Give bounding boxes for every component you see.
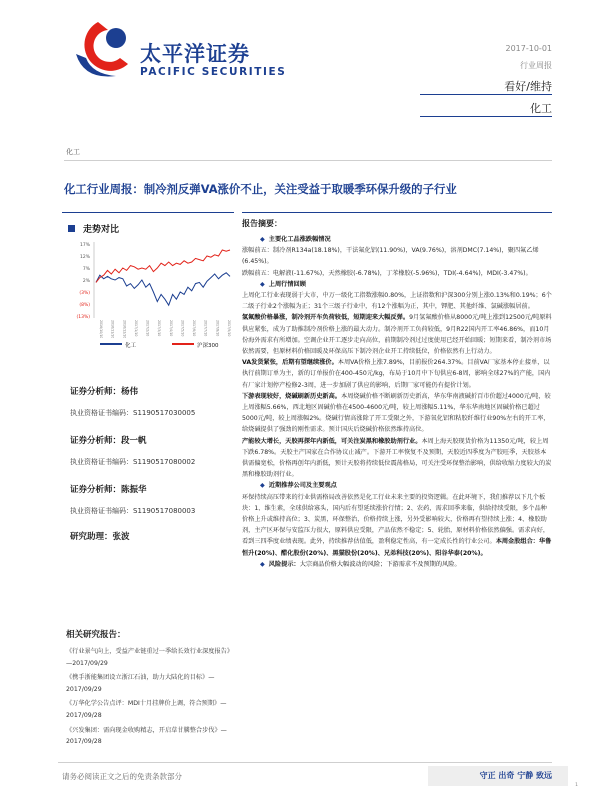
page-number: 1 (575, 783, 578, 788)
company-logo (74, 18, 287, 90)
analyst-name: 证券分析师：杨伟 (70, 387, 139, 397)
category-label: 化工 (66, 148, 80, 156)
trend-heading-text: 走势对比 (83, 225, 120, 235)
related-report-link[interactable]: 《万华化学公告点评：MDI十月挂牌价上调，符合预期》—2017/09/28 (66, 700, 227, 719)
summary-title: 报告摘要： (242, 219, 282, 228)
x-tick-label: 2016/10/10 (99, 320, 103, 338)
page-title: 化工行业周报：制冷剂反弹VA涨价不止，关注受益于取暖季环保升级的子行业 (64, 182, 457, 196)
header-divider (420, 94, 552, 95)
chart-legend (62, 341, 234, 353)
logo-mark-icon (74, 18, 134, 86)
square-bullet-icon (68, 225, 75, 232)
x-tick-label: 2017/1/10 (133, 320, 138, 337)
report-date: 2017-10-01 (505, 44, 552, 53)
y-tick-label: (13%) (76, 315, 90, 320)
analyst-cert: 执业资格证书编码：S1190517080003 (70, 507, 196, 515)
triangle-bullet-icon: ◆ (260, 560, 265, 568)
x-tick-label: 2017/9/10 (227, 320, 231, 337)
related-report-link[interactable]: 《行业景气向上，受益产业链重过一季给长效行业深度报告》—2017/09/29 (66, 648, 230, 667)
y-tick-label: 17% (79, 243, 90, 248)
x-tick-label: 2017/3/10 (157, 320, 162, 337)
rating: 看好/维持 (504, 80, 552, 93)
review-paragraph: 上周化工行业表现弱于大市，中万一级化工指数涨幅0.80%，上证指数和沪深300分别上涨0.13%和0.19%；6个二级子行业2个涨幅为正；31个三级子行业中，有12个涨幅为正，其中，钾肥、其他纤维、氯碱涨幅居前。 (242, 292, 552, 311)
legend-item-hs300: 沪深300 (172, 341, 219, 349)
paragraph: VA发货紧张，后期有望继续涨价。本周VA价格上涨7.89%，目前报价264.37%。目前VA厂家基本停止接单，以执行前期订单为主，新的订单报价在400-450元/kg，布局于10月中下旬供应6-8周，影响全球27%的产能，国内有厂家计划停产检修2-3周，进一步加剧了供应的影响，后期厂家可能仍有提价计划。 (242, 359, 551, 389)
paragraph: 氢氟酸价格暴涨，制冷剂开车负荷较低，短期迎来大幅反弹。9月氢氟酸价格从8000元/吨上涨到12500元/吨原料供应紧张，成为了助推制冷剂价格上涨的最大动力。制冷剂开工负荷较低，9月R22国内开工率46.86%，而10月份海外需求有所增加。空调企业开工逐步走向高位，前期制冷剂过过度使用已经开始回暖；短期来看，制冷剂市场依然需要，但原材料价格回暖及环保高压下制冷剂企业开工持续低位，价格依然有上行动力。 (242, 314, 552, 356)
logo-name-en: PACIFIC SECURITIES (140, 66, 287, 78)
analyst-name: 证券分析师：段一帆 (70, 436, 147, 446)
x-tick-label: 2017/8/10 (215, 320, 220, 337)
footer-divider (58, 762, 552, 763)
rise-list: 涨幅前五：制冷剂R134a(18.18%)，干法氟化铝(11.90%)，VA(9.76%)，溶剂DMC(7.14%)，聚四氟乙烯(6.45%)。 (242, 247, 539, 266)
report-type: 行业周报 (520, 61, 552, 70)
x-tick-label: 2017/6/10 (192, 320, 197, 337)
category-divider (64, 160, 552, 161)
series-line-hs300 (96, 250, 230, 282)
header-divider (420, 116, 552, 117)
related-reports-list (66, 646, 230, 751)
section-heading: ◆ 近期推荐公司及主要观点 (260, 482, 337, 490)
trend-chart (62, 238, 234, 338)
analyst-cert: 执业资格证书编码：S1190517080002 (70, 458, 196, 466)
legend-item-chemical: 化工 (100, 341, 136, 349)
paragraph: 下游表现较好，烧碱刷新历史新高。本周烧碱价格不断刷新历史新高，华东华南液碱折百市价超过4000元/吨，较上周涨幅5.66%，西北地区固碱价格在4500-4600元/吨，较上周涨幅5.11%，华东华南地区固碱价格已超过5000元/吨，较上周涨幅2%。烧碱行情高涨除了开工受限之外，下游氧化铝和粘胶纤维行业90%左右的开工率，给烧碱提供了强劲的刚性需求。预计国庆后烧碱价格依然维持高位。 (242, 392, 551, 434)
analyst-name: 证券分析师：陈振华 (70, 485, 147, 495)
y-tick-label: 12% (79, 255, 90, 260)
sector: 化工 (530, 102, 552, 115)
x-tick-label: 2017/7/10 (203, 320, 208, 337)
series-line-chemical (96, 273, 230, 305)
x-tick-label: 2016/11/10 (110, 320, 115, 338)
section-heading: ◆ 上周行情回顾 (260, 280, 306, 288)
trend-heading (68, 222, 119, 235)
triangle-bullet-icon: ◆ (260, 280, 265, 288)
disclaimer: 请务必阅读正文之后的免责条款部分 (62, 772, 182, 781)
analyst-cert: 执业资格证书编码：S1190517030005 (70, 409, 196, 417)
x-tick-label: 2017/5/10 (180, 320, 185, 337)
related-report-link[interactable]: 《兴发集团：需向现金收购精志，开启草甘膦整合步伐》—2017/09/28 (66, 726, 227, 746)
triangle-bullet-icon: ◆ (260, 482, 265, 490)
logo-name-cn: 太平洋证券 (140, 42, 250, 66)
y-tick-label: (3%) (79, 291, 90, 296)
x-tick-label: 2017/2/10 (145, 320, 150, 337)
paragraph: 环保持续高压带来的行业供需格局改善依然是化工行业未来主要的投资逻辑。在此环境下，我们推荐以下几个板块：1、维生素，全球供给寡头，国内后有望延续涨价行情；2、农药，需求回季来临，供给持续受限，多个品种价格上升或维持高位；3、炭黑，环保整治，价格持续上涨，另外受影响较大，价格再有望持续上涨；4、橡胶助剂，主产区环保与安监压力很大，原料供应受限，产品依然不稳定；5、轮胎，原材料价格依然偏强。需求向好，看到三四季度业绩表现。此外，持续推荐估值低，盈利稳定性高，有一定成长性的行业公司。本周金股组合：华鲁恒升(20%)、醋化股份(20%)、黑猫股份(20%)、兄弟科技(20%)、阳谷华泰(20%)。 (242, 493, 552, 557)
summary-top-rule (242, 212, 552, 213)
slogan: 守正 出奇 宁静 致远 (479, 771, 552, 780)
x-tick-label: 2017/4/10 (168, 320, 173, 337)
risk-warning: ◆ 风险提示：大宗商品价格大幅波动的风险；下游需求不及预期的风险。 (260, 560, 461, 568)
triangle-bullet-icon: ◆ (260, 236, 265, 243)
x-tick-label: 2016/12/10 (122, 320, 127, 338)
report-summary (242, 212, 552, 752)
related-reports-heading: 相关研究报告： (66, 630, 126, 640)
sidebar-top-rule (62, 212, 234, 213)
section-heading: ◆ 主要化工品涨跌幅情况 (260, 236, 331, 243)
related-report-link[interactable]: 《携手浙能集团设立浙江石油，助力大陆化的目标》—2017/09/29 (66, 674, 215, 693)
y-tick-label: 7% (82, 267, 90, 272)
paragraph: 产能较大增长，天胶再探年内新低，可关注炭黑和橡胶助剂行业。本周上海天胶现货价格为11350元/吨，较上周下跌6.78%。天胶主产国家在合作协议止减产。下游开工率恢复不及预期，天胶近四季度为产胶旺季，天胶基本供需偏宽松，价格再创年内新低，预计天胶将持续低位震荡格局，可关注受环保整治影响，供给收缩力度较大的炭黑和橡胶助剂行业。 (242, 437, 552, 479)
y-tick-label: 2% (82, 279, 90, 284)
left-sidebar (62, 212, 234, 750)
summary-body (242, 234, 552, 570)
fall-list: 跌幅前五：电解液(-11.67%)，天然橡胶(-6.78%)，丁苯橡胶(-5.96%)，TDI(-4.64%)，MDI(-3.47%)。 (242, 269, 532, 277)
research-assistant: 研究助理：张波 (70, 532, 130, 542)
y-tick-label: (8%) (79, 303, 90, 308)
